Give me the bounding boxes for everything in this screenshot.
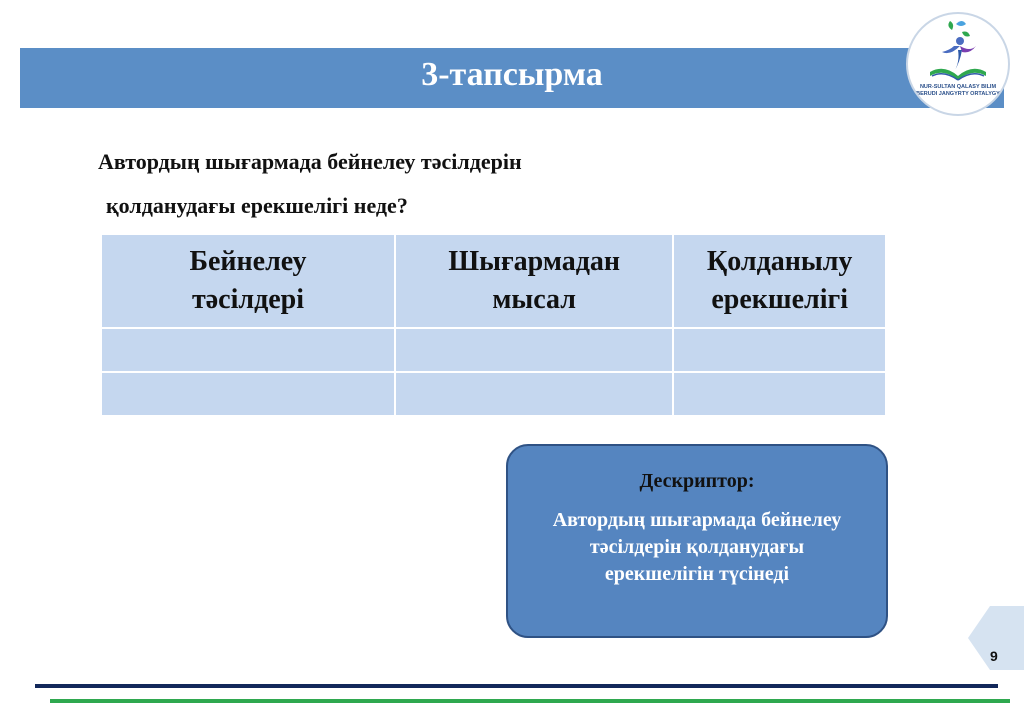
table-cell[interactable] <box>395 328 673 372</box>
book-figure-logo-icon <box>908 14 1008 114</box>
logo-caption: NUR-SULTAN QALASY BILIM BERUDI JANGYRTY ORTALYGY <box>916 84 1000 97</box>
footer-line-navy <box>35 684 998 688</box>
header-cell-usage: Қолданылу ерекшелігі <box>673 234 886 328</box>
question-line-2: қолданудағы ерекшелігі неде? <box>106 193 408 218</box>
table-row <box>101 372 886 416</box>
question <box>98 140 522 228</box>
table-cell[interactable] <box>101 328 395 372</box>
header-cell-example: Шығармадан мысал <box>395 234 673 328</box>
question-line-1: Автордың шығармада бейнелеу тәсілдерін <box>98 149 522 174</box>
footer-line-green <box>50 699 1010 703</box>
table-cell[interactable] <box>395 372 673 416</box>
task-table <box>100 233 887 417</box>
header-cell-methods: Бейнелеу тәсілдері <box>101 234 395 328</box>
table-cell[interactable] <box>673 328 886 372</box>
title-band <box>20 48 1004 108</box>
table-cell[interactable] <box>101 372 395 416</box>
descriptor-body: Автордың шығармада бейнелеу тәсілдерін қолданудағы ерекшелігін түсінеді <box>552 509 842 585</box>
descriptor-title: Дескриптор: <box>639 470 755 492</box>
descriptor-box <box>506 444 888 638</box>
table-row <box>101 328 886 372</box>
logo <box>906 12 1010 116</box>
table-cell[interactable] <box>673 372 886 416</box>
slide-title: 3-тапсырма <box>421 56 603 93</box>
table-header-row <box>101 234 886 328</box>
page-number: 9 <box>990 648 998 664</box>
